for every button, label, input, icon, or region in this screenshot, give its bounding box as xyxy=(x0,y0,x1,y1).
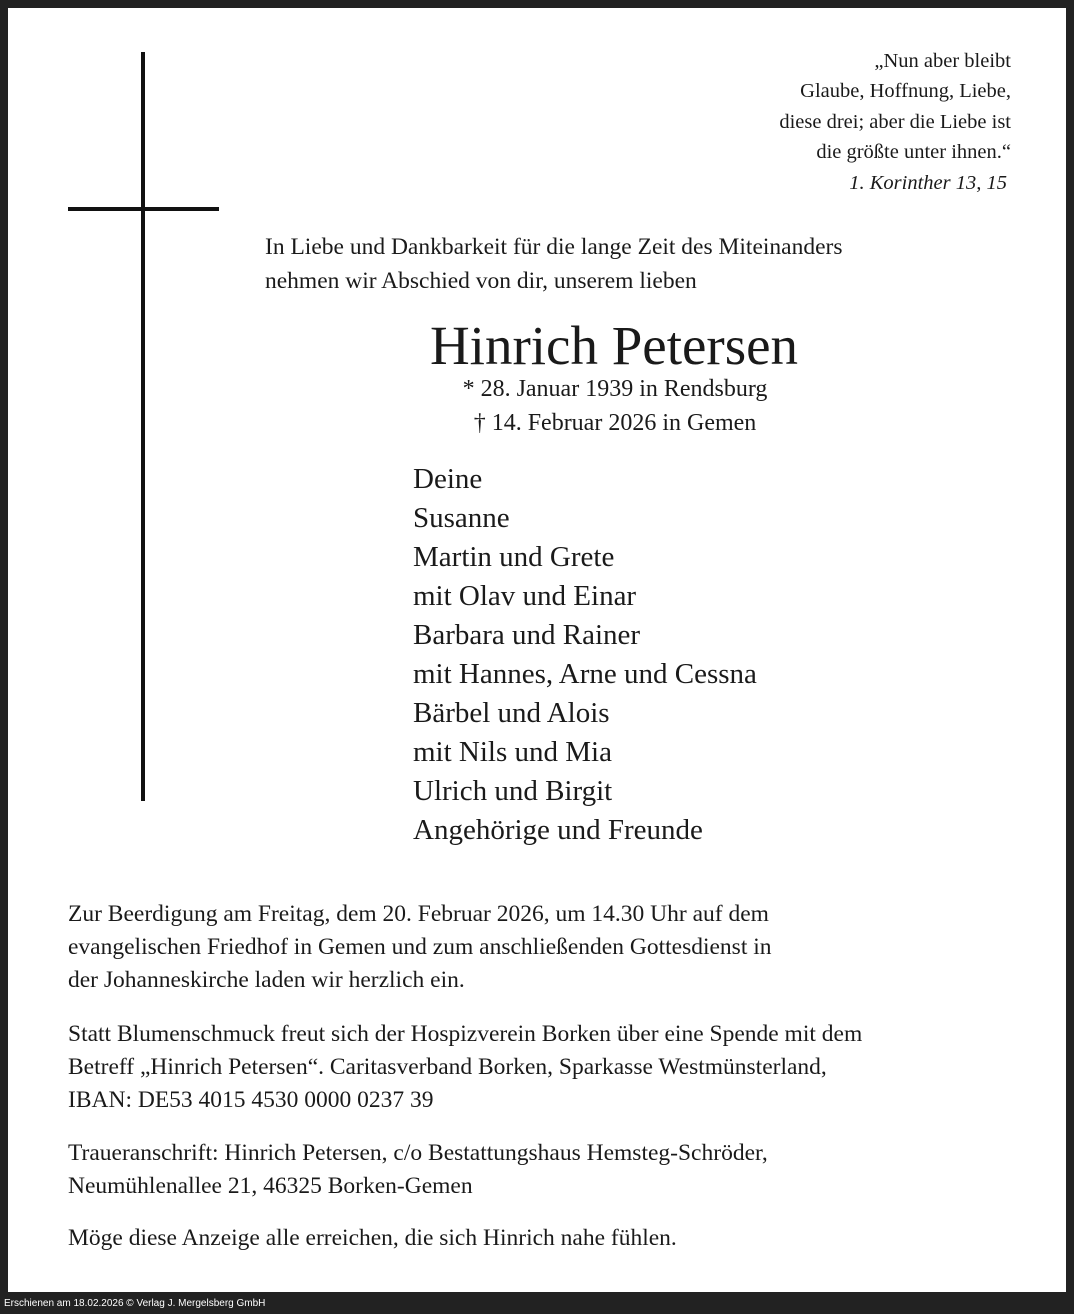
quote-reference: 1. Korinther 13, 15 xyxy=(849,171,1007,194)
funeral-line: evangelischen Friedhof in Gemen und zum anschließenden Gottesdienst in xyxy=(68,934,772,960)
funeral-info xyxy=(68,898,1028,997)
closing-line: Möge diese Anzeige alle erreichen, die sich Hinrich nahe fühlen. xyxy=(68,1225,677,1251)
intro-line: nehmen wir Abschied von dir, unserem lieben xyxy=(265,268,697,294)
mourner-line: Ulrich und Birgit xyxy=(413,775,613,807)
quote-line: „Nun aber bleibt xyxy=(874,50,1011,72)
life-dates xyxy=(380,372,850,440)
mourner-line: mit Olav und Einar xyxy=(413,580,637,612)
donation-info xyxy=(68,1018,1028,1117)
mourner-line: Susanne xyxy=(413,502,510,534)
quote-line: die größte unter ihnen.“ xyxy=(816,141,1011,164)
mourner-line: mit Nils und Mia xyxy=(413,736,612,768)
birth-date: * 28. Januar 1939 in Rendsburg xyxy=(462,376,768,402)
donation-iban: IBAN: DE53 4015 4530 0000 0237 39 xyxy=(68,1087,434,1113)
cross-horizontal-bar xyxy=(68,207,219,211)
donation-line: Statt Blumenschmuck freut sich der Hospizverein Borken über eine Spende mit dem xyxy=(68,1021,863,1047)
funeral-line: Zur Beerdigung am Freitag, dem 20. Februar 2026, um 14.30 Uhr auf dem xyxy=(68,901,769,927)
quote-line: Glaube, Hoffnung, Liebe, xyxy=(800,80,1011,103)
address-line: Neumühlenallee 21, 46325 Borken-Gemen xyxy=(68,1173,473,1199)
mourners-list xyxy=(413,460,757,850)
mourner-line: Martin und Grete xyxy=(413,541,615,573)
mourner-line: Bärbel und Alois xyxy=(413,697,610,729)
publication-footer: Erschienen am 18.02.2026 © Verlag J. Mergelsberg GmbH xyxy=(4,1298,266,1309)
cross-vertical-bar xyxy=(141,52,145,801)
donation-line: Betreff „Hinrich Petersen“. Caritasverband Borken, Sparkasse Westmünsterland, xyxy=(68,1054,827,1080)
funeral-line: der Johanneskirche laden wir herzlich ein. xyxy=(68,967,465,993)
intro-text xyxy=(265,230,1025,298)
address-line: Traueranschrift: Hinrich Petersen, c/o Bestattungshaus Hemsteg-Schröder, xyxy=(68,1140,768,1166)
quote-line: diese drei; aber die Liebe ist xyxy=(779,110,1011,133)
intro-line: In Liebe und Dankbarkeit für die lange Zeit des Miteinanders xyxy=(265,234,843,260)
mourning-address xyxy=(68,1137,1028,1203)
mourner-line: Angehörige und Freunde xyxy=(413,814,703,846)
mourner-line: mit Hannes, Arne und Cessna xyxy=(413,658,757,690)
mourner-line: Barbara und Rainer xyxy=(413,619,641,651)
mourner-line: Deine xyxy=(413,463,483,495)
deceased-name: Hinrich Petersen xyxy=(429,315,799,376)
death-date: † 14. Februar 2026 in Gemen xyxy=(473,410,757,436)
bible-quote xyxy=(691,46,1011,198)
